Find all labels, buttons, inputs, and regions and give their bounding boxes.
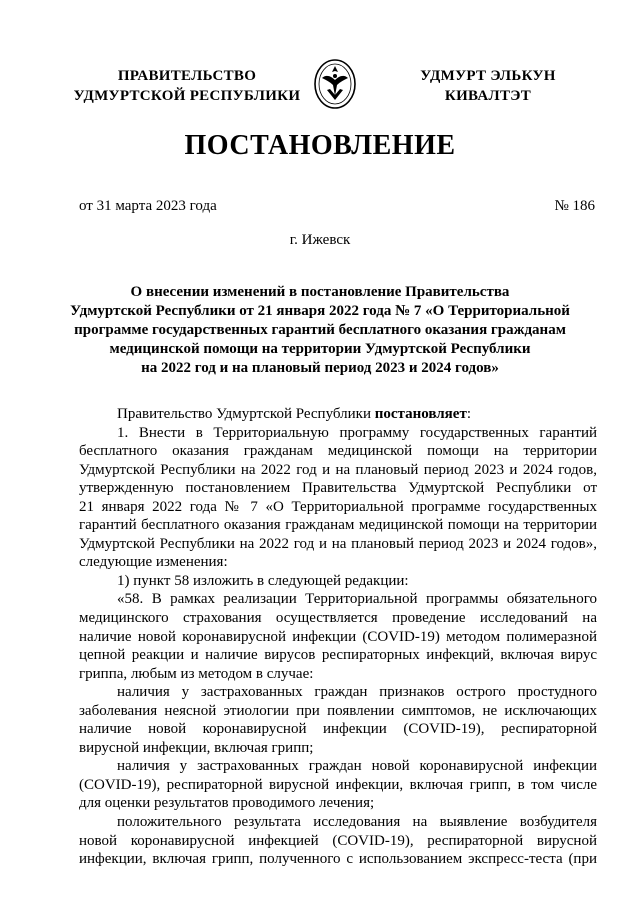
decree-verb: постановляет — [374, 406, 467, 422]
body-line: для оценки результатов проводимого лечения; — [79, 795, 375, 812]
header-left-line1: ПРАВИТЕЛЬСТВО — [117, 68, 257, 84]
coat-of-arms-icon — [313, 58, 357, 110]
body-line: наличия у застрахованных граждан признаков острого простудного — [117, 684, 597, 701]
body-line: следующие изменения: — [79, 554, 228, 571]
title-line: Удмуртской Республики от 21 января 2022 года № 7 «О Территориальной — [70, 303, 570, 319]
body-line: положительного результата исследования на выявление возбудителя — [117, 814, 597, 831]
header-right-line1: УДМУРТ ЭЛЬКУН — [420, 68, 556, 84]
body-line: вирусной инфекции, включая грипп; — [79, 739, 314, 756]
header-left — [62, 66, 312, 106]
body-line: 21 января 2022 года № 7 «О Территориальной программе государственных — [79, 498, 597, 515]
title-line: О внесении изменений в постановление Правительства — [130, 284, 510, 300]
title-line: программе государственных гарантий бесплатного оказания гражданам — [74, 322, 566, 338]
body-line: Удмуртской Республики на 2022 год и на плановый период 2023 и 2024 годов, — [79, 461, 597, 478]
body-line: 1) пункт 58 изложить в следующей редакции: — [117, 572, 409, 589]
body-line: инфекции, включая грипп, полученного с использованием экспресс-теста (при — [79, 851, 597, 868]
document-title — [70, 283, 570, 378]
document-type: ПОСТАНОВЛЕНИЕ — [184, 130, 456, 161]
body-line: новой коронавирусной инфекцией (COVID-19), респираторной вирусной — [79, 832, 597, 849]
body-line: наличие новой коронавирусной инфекции (COVID-19) методом полимеразной — [79, 628, 597, 645]
body-line: (COVID-19), респираторной вирусной инфекции, включая грипп, в том числе — [79, 776, 597, 793]
body-line: гарантий бесплатного оказания гражданам медицинской помощи на территории — [79, 517, 597, 534]
header-left-line2: УДМУРТСКОЙ РЕСПУБЛИКИ — [73, 88, 301, 104]
header-right — [378, 66, 598, 106]
title-line: на 2022 год и на плановый период 2023 и 2024 годов» — [141, 360, 499, 376]
body-line: гриппа, любым из методом в случае: — [79, 665, 314, 682]
body-line: медицинского страхования осуществляется проведение исследований на — [79, 610, 597, 627]
document-city: г. Ижевск — [289, 232, 351, 248]
document-number: № 186 — [554, 198, 595, 214]
header-right-line2: КИВАЛТЭТ — [444, 88, 532, 104]
body-line: бесплатного оказания гражданам медицинской помощи на территории — [79, 443, 597, 460]
body-line: утвержденную постановлением Правительства Удмуртской Республики от — [79, 480, 597, 497]
body-line: Удмуртской Республики на 2022 год и на плановый период 2023 и 2024 годов», — [79, 535, 597, 552]
body-line: наличие новой коронавирусной инфекции (COVID-19), респираторной — [79, 721, 597, 738]
title-line: медицинской помощи на территории Удмуртской Республики — [109, 341, 531, 357]
body-line: «58. В рамках реализации Территориальной программы обязательного — [117, 591, 597, 608]
document-date: от 31 марта 2023 года — [79, 198, 217, 214]
body-intro: Правительство Удмуртской Республики постановляет: — [117, 406, 471, 422]
document-body — [79, 405, 597, 869]
body-line: заболевания неясной этиологии при появлении симптомов, не исключающих — [79, 702, 597, 719]
body-line: цепной реакции и наличие вирусов респираторных инфекций, включая вирус — [79, 647, 597, 664]
body-line: 1. Внести в Территориальную программу государственных гарантий — [117, 424, 597, 441]
body-line: наличия у застрахованных граждан новой коронавирусной инфекции — [117, 758, 597, 775]
